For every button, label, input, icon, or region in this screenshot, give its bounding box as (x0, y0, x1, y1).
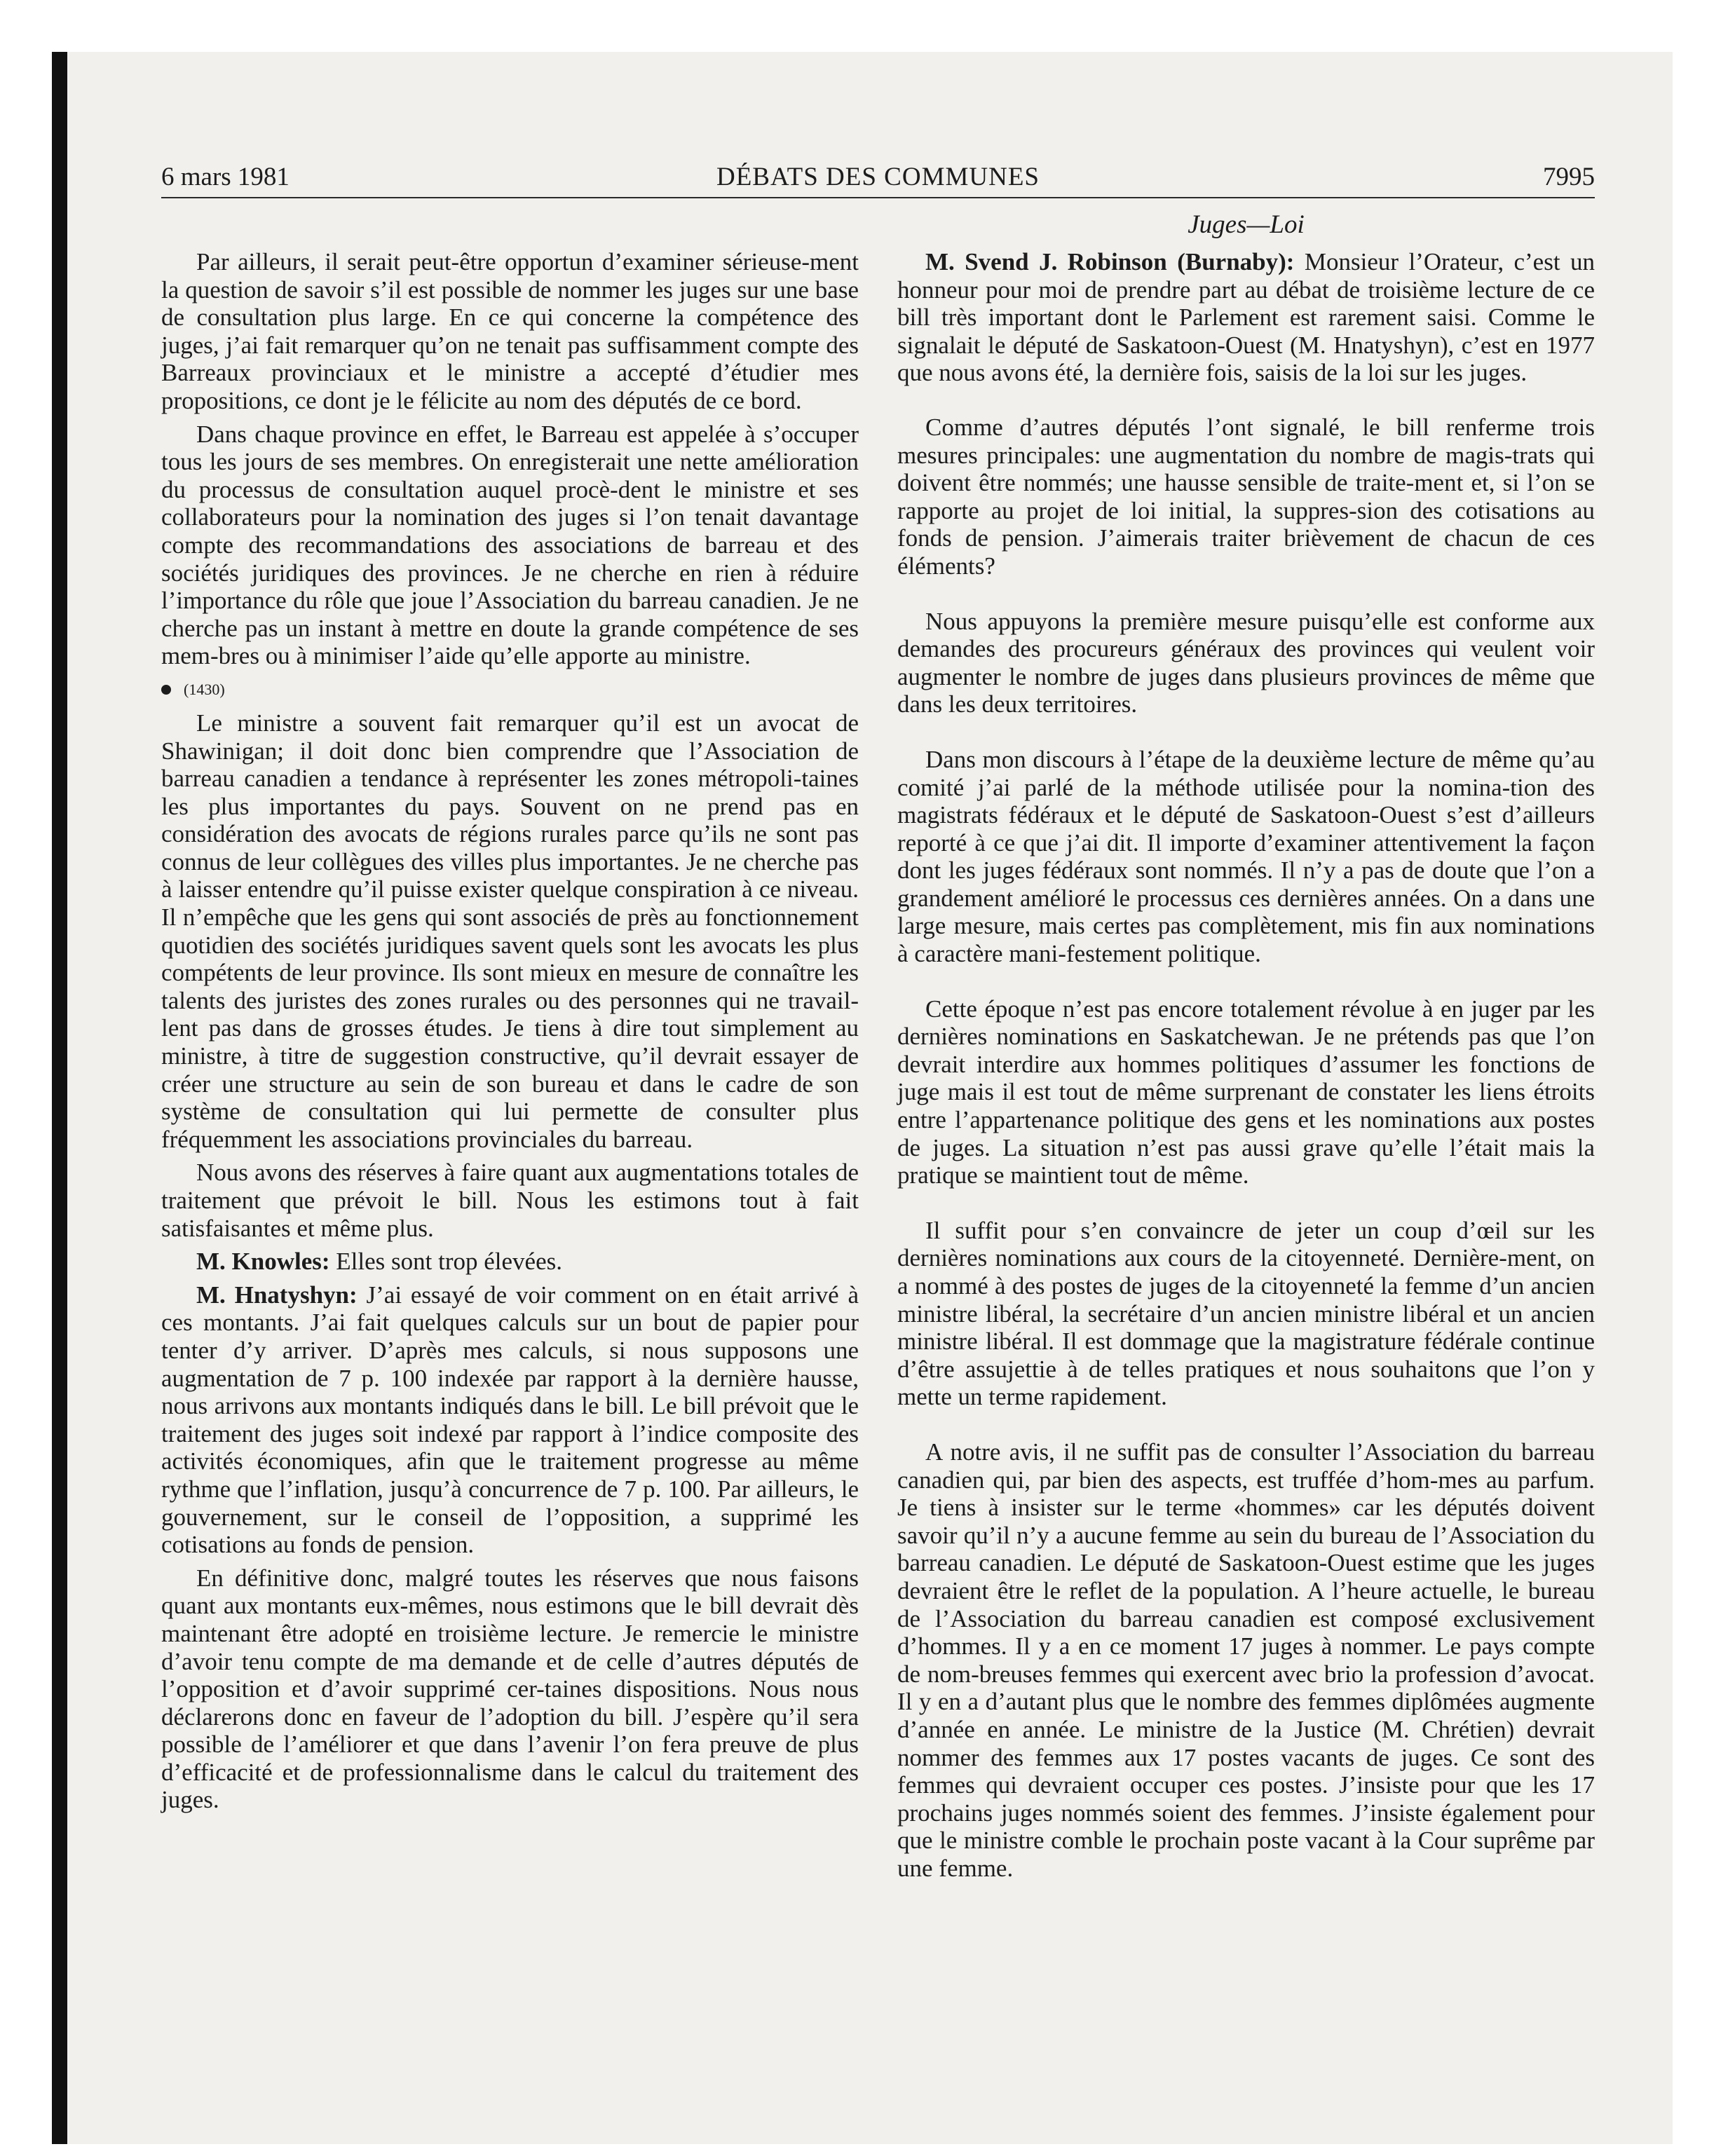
left-paragraph-3: Le ministre a souvent fait remarquer qu’il est un avocat de Shawinigan; il doit donc bien comprendre que l’Association de barreau canadien a tendance à représenter les zones métropoli-taines les plus importantes du pays. Souvent on ne prend pas en considération des avocats de régions rurales parce qu’ils ne sont pas connus de leur collègues des villes plus importantes. Je ne cherche pas à laisser entendre qu’il puisse exister quelque conspiration à ce niveau. Il n’empêche que les gens qui sont associés de près au fonctionnement quotidien des sociétés juridiques savent quels sont les avocats les plus compétents de leur province. Ils sont mieux en mesure de connaître les talents des juristes des zones rurales ou des personnes qui ne travail-lent pas dans de grosses études. Je tiens à dire tout simplement au ministre, à titre de suggestion constructive, qu’il devrait essayer de créer une structure au sein de son bureau et dans le cadre de son système de consultation qui lui permette de consulter plus fréquemment les associations provinciales du barreau. (161, 709, 859, 1153)
right-column (897, 248, 1595, 1909)
header-rule (161, 197, 1595, 198)
right-paragraph-3: Nous appuyons la première mesure puisqu’elle est conforme aux demandes des procureurs généraux des provinces qui veulent voir augmenter le nombre de juges dans plusieurs provinces de même que dans les deux territoires. (897, 607, 1595, 718)
right-paragraph-6: Il suffit pour s’en convaincre de jeter un coup d’œil sur les dernières nominations aux cours de la citoyenneté. Dernière-ment, on a nommé à des postes de juges de la citoyenneté la femme d’un ancien ministre libéral, la secrétaire d’un ancien ministre libéral et un ancien ministre libéral. Il est dommage que la magistrature fédérale continue d’être assujettie à de telles pratiques et nous souhaitons que l’on y mette un terme rapidement. (897, 1216, 1595, 1411)
time-marker (161, 676, 859, 704)
scan-edge-bar (52, 52, 67, 2144)
time-marker-label: (1430) (184, 681, 225, 699)
left-paragraph-1: Par ailleurs, il serait peut-être opportun d’examiner sérieuse-ment la question de savoir s’il est possible de nommer les juges sur une base de consultation plus large. En ce qui concerne la compétence des juges, j’ai fait remarquer qu’on ne tenait pas suffisamment compte des Barreaux provinciaux et le ministre a accepté d’étudier mes propositions, ce dont je le félicite au nom des députés de ce bord. (161, 248, 859, 414)
header-title: DÉBATS DES COMMUNES (716, 163, 1040, 191)
header-date: 6 mars 1981 (161, 163, 290, 191)
right-paragraph-2: Comme d’autres députés l’ont signalé, le bill renferme trois mesures principales: une augmentation du nombre de magis-trats qui doivent être nommés; une hausse sensible de traite-ment et, si l’on se rapporte au projet de loi initial, la suppres-sion des cotisations au fonds de pension. J’aimerais traiter brièvement de chacun de ces éléments? (897, 413, 1595, 580)
right-paragraph-7: A notre avis, il ne suffit pas de consulter l’Association du barreau canadien qui, par bien des aspects, est truffée d’hom-mes au parfum. Je tiens à insister sur le terme «hommes» car les députés doivent savoir qu’il n’y a aucune femme au sein du bureau de l’Association du barreau canadien. Le député de Saskatoon-Ouest estime que les juges devraient être le reflet de la population. A l’heure actuelle, le bureau de l’Association du barreau canadien est composé exclusivement d’hommes. Il y a en ce moment 17 juges à nommer. Le pays compte de nom-breuses femmes qui exercent avec brio la profession d’avocat. Il y en a d’autant plus que le nombre des femmes diplômées augmente d’année en année. Le ministre de la Justice (M. Chrétien) devrait nommer des femmes aux 17 postes vacants de juges. Ce sont des femmes qui devraient occuper ces postes. J’insiste pour que les 17 prochains juges nommés soient des femmes. J’insiste également pour que le ministre comble le prochain poste vacant à la Cour suprême par une femme. (897, 1438, 1595, 1882)
header-page-number: 7995 (1543, 163, 1595, 191)
knowles-text: Elles sont trop élevées. (336, 1248, 562, 1276)
hnatyshyn-text: J’ai essayé de voir comment on en était arrivé à ces montants. J’ai fait quelques calculs sur un bout de papier pour tenter d’y arriver. D’après mes calculs, si nous supposons une augmentation de 7 p. 100 indexée par rapport à la dernière hausse, nous arrivons aux montants indiqués dans le bill. Le bill prévoit que le traitement des juges soit indexé par rapport à l’indice composite des activités économiques, afin que le traitement progresse au même rythme que l’inflation, jusqu’à concurrence de 7 p. 100. Par ailleurs, le gouvernement, sur le conseil de l’opposition, a supprimé les cotisations au fonds de pension. (161, 1281, 859, 1559)
right-paragraph-4: Dans mon discours à l’étape de la deuxième lecture de même qu’au comité j’ai parlé de la méthode utilisée pour la nomina-tion des magistrats fédéraux et le député de Saskatoon-Ouest s’est d’ailleurs reporté à ce que j’ai dit. Il importe d’examiner attentivement la façon dont les juges fédéraux sont nommés. Il n’y a pas de doute que l’on a grandement amélioré le processus ces dernières années. On a dans une large mesure, mais certes pas complètement, mis fin aux nominations à caractère mani-festement politique. (897, 745, 1595, 968)
speaker-hnatyshyn: M. Hnatyshyn: (196, 1281, 358, 1309)
running-head: Juges—Loi (1188, 210, 1305, 239)
right-paragraph-5: Cette époque n’est pas encore totalement révolue à en juger par les dernières nominations en Saskatchewan. Je ne prétends pas que l’on devrait interdire aux hommes politiques d’assumer les fonctions de juge mais il est tout de même surprenant de constater les liens étroits entre l’appartenance politique des gens et les nominations aux postes de juges. La situation n’est pas aussi grave qu’elle l’était mais la pratique se maintient tout de même. (897, 995, 1595, 1189)
left-paragraph-4: Nous avons des réserves à faire quant aux augmentations totales de traitement que prévoit le bill. Nous les estimons tout à fait satisfaisantes et même plus. (161, 1159, 859, 1242)
bullet-dot-icon (161, 685, 171, 695)
left-column (161, 248, 859, 1820)
knowles-intervention (161, 1248, 859, 1276)
speaker-knowles: M. Knowles: (196, 1248, 330, 1276)
robinson-text: Monsieur l’Orateur, c’est un honneur pour moi de prendre part au débat de troisième lecture de ce bill très important dont le Parlement est rarement saisi. Comme le signalait le député de Saskatoon-Ouest (M. Hnatyshyn), c’est en 1977 que nous avons été, la dernière fois, saisis de la loi sur les juges. (897, 248, 1595, 387)
speaker-robinson: M. Svend J. Robinson (Burnaby): (925, 248, 1295, 275)
page-header (161, 160, 1595, 195)
left-paragraph-5: En définitive donc, malgré toutes les réserves que nous faisons quant aux montants eux-mêmes, nous estimons que le bill devrait dès maintenant être adopté en troisième lecture. Je remercie le ministre d’avoir tenu compte de ma demande et de celle d’autres députés de l’opposition et d’avoir supprimé cer-taines dispositions. Nous nous déclarerons donc en faveur de l’adoption du bill. J’espère qu’il sera possible de l’améliorer et que dans l’avenir l’on fera preuve de plus d’efficacité et de professionnalisme dans le calcul du traitement des juges. (161, 1564, 859, 1814)
hnatyshyn-intervention (161, 1281, 859, 1559)
left-paragraph-2: Dans chaque province en effet, le Barreau est appelée à s’occuper tous les jours de ses membres. On enregisterait une nette amélioration du processus de consultation auquel procè-dent le ministre et ses collaborateurs pour la nomination des juges si l’on tenait davantage compte des recommandations des associations de barreau et des sociétés juridiques des provinces. Je ne cherche en rien à réduire l’importance du rôle que joue l’Association du barreau canadien. Je ne cherche pas un instant à mettre en doute la grande compétence de ses mem-bres ou à minimiser l’aide qu’elle apporte au ministre. (161, 420, 859, 670)
robinson-intervention (897, 248, 1595, 387)
